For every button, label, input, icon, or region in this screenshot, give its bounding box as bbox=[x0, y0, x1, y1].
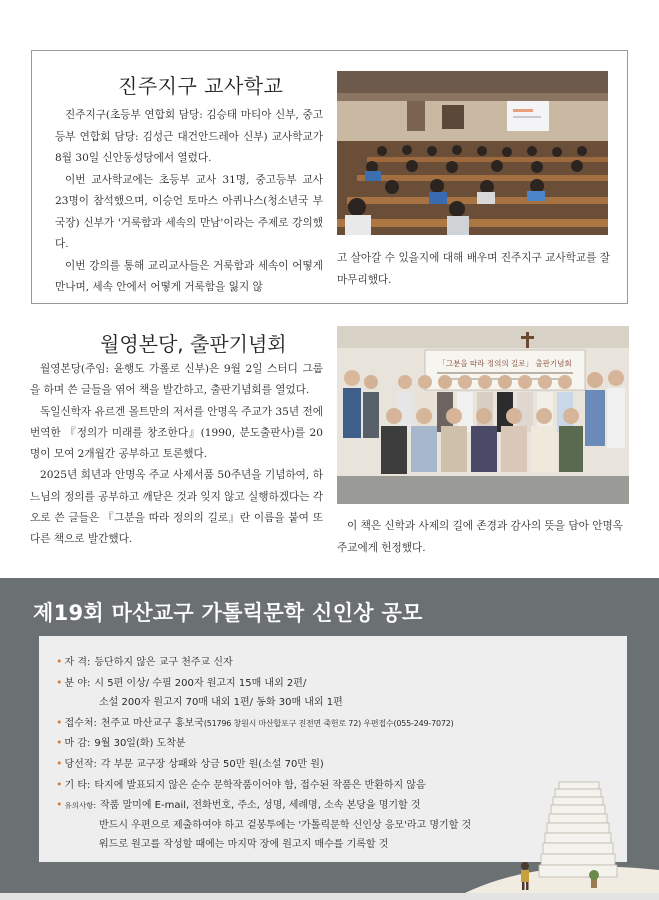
detail-category bbox=[56, 673, 616, 694]
detail-text: 워드로 원고를 작성할 때에는 마지막 장에 원고지 매수를 기록할 것 bbox=[99, 839, 389, 851]
bullet-icon: • bbox=[56, 798, 63, 812]
bullet-icon: • bbox=[56, 675, 63, 689]
detail-eligibility bbox=[56, 652, 616, 673]
paragraph: 월영본당(주임: 윤행도 가롤로 신부)은 9월 2일 스터디 그룹을 하며 쓴 글들을 엮어 책을 발간하고, 출판기념회를 열었다. bbox=[30, 363, 323, 397]
article-body bbox=[55, 105, 323, 299]
detail-text: 반드시 우편으로 제출하여야 하고 겉봉투에는 '가톨릭문학 신인상 응모'라고 명기할 것 bbox=[99, 819, 472, 831]
bullet-icon: • bbox=[56, 736, 63, 750]
detail-category-cont bbox=[56, 693, 616, 713]
detail-text: 등단하지 않은 교구 천주교 신자 bbox=[94, 657, 233, 668]
detail-label: 자 격: bbox=[64, 657, 91, 668]
lecture-photo bbox=[337, 71, 608, 235]
contest-title: 제19회 마산교구 가톨릭문학 신인상 공모 bbox=[33, 601, 423, 625]
detail-text: 타지에 발표되지 않은 순수 문학작품이어야 함, 접수된 작품은 반환하지 않음 bbox=[94, 779, 426, 791]
bullet-icon: • bbox=[56, 756, 63, 770]
paragraph: 진주지구(초등부 연합회 담당: 김승태 마티아 신부, 중고등부 연합회 담당: 김성근 대건안드레아 신부) 교사학교가 8월 30일 신안동성당에서 열렸다. bbox=[55, 109, 323, 164]
paragraph: 고 살아갈 수 있을지에 대해 배우며 진주지구 교사학교를 잘 마무리했다. bbox=[337, 252, 610, 286]
detail-deadline bbox=[56, 733, 616, 754]
detail-text: 천주교 마산교구 홍보국 bbox=[100, 717, 204, 729]
article-body-continued bbox=[337, 248, 610, 291]
bullet-icon: • bbox=[56, 655, 63, 668]
book-stack-illustration bbox=[455, 770, 659, 900]
detail-text: 작품 말미에 E-mail, 전화번호, 주소, 성명, 세례명, 소속 본당을 명기할 것 bbox=[100, 800, 421, 812]
paragraph: 2025년 희년과 안명옥 주교 사제서품 50주년을 기념하여, 하느님의 정의를 공부하고 깨닫은 것과 잊지 않고 실행하겠다는 각오로 쓴 글들은 『그분을 따라 정의의 길로』란 이름을 붙여 또 다른 책으로 발간했다. bbox=[30, 469, 324, 546]
paragraph: 이번 교사학교에는 초등부 교사 31명, 중고등부 교사 23명이 참석했으며, 이승언 토마스 아퀴나스(청소년국 부국장) 신부가 '거룩함과 세속의 만남'이라는 주제로 강의했다. bbox=[55, 173, 323, 250]
detail-label: 기 타: bbox=[64, 779, 91, 791]
detail-label: 당선작: bbox=[64, 758, 97, 770]
detail-text: 시 5편 이상/ 수필 200자 원고지 15매 내외 2편/ bbox=[94, 677, 307, 689]
detail-submission bbox=[56, 713, 616, 734]
paragraph: 독일신학자 유르겐 몰트만의 저서를 안명옥 주교가 35년 전에 번역한 『정의가 미래를 창조한다』(1990, 분도출판사)를 20명이 모여 2개월간 공부하고 토론했다. bbox=[30, 405, 323, 461]
detail-text: 각 부문 교구장 상패와 상금 50만 원(소설 70만 원) bbox=[100, 758, 324, 770]
detail-address: (51796 창원시 마산합포구 진전면 죽헌로 72) 우편접수(055-249-7072) bbox=[203, 718, 454, 728]
footer-strip bbox=[0, 893, 659, 900]
article-body-continued bbox=[337, 516, 629, 559]
detail-label: 마 감: bbox=[64, 738, 91, 750]
group-photo bbox=[337, 326, 629, 504]
detail-text: 9월 30일(화) 도착분 bbox=[94, 738, 186, 750]
article-title: 진주지구 교사학교 bbox=[118, 74, 284, 98]
detail-label: 유의사항: bbox=[64, 801, 97, 811]
paragraph: 이 책은 신학과 사제의 길에 존경과 감사의 뜻을 담아 안명옥 주교에게 헌정했다. bbox=[337, 520, 623, 554]
article-title: 월영본당, 출판기념회 bbox=[100, 332, 287, 356]
paragraph: 이번 강의를 통해 교리교사들은 거룩함과 세속이 어떻게 만나며, 세속 안에서 어떻게 거룩함을 잃지 않 bbox=[55, 259, 323, 293]
bullet-icon: • bbox=[56, 777, 63, 791]
detail-text: 소설 200자 원고지 70매 내외 1편/ 동화 30매 내외 1편 bbox=[99, 697, 343, 709]
article-body bbox=[30, 359, 323, 551]
bullet-icon: • bbox=[56, 715, 63, 729]
detail-label: 분 야: bbox=[64, 677, 91, 689]
banner-text: 「그분을 따라 정의의 길로」 출판기념회 bbox=[438, 359, 572, 368]
detail-label: 접수처: bbox=[64, 717, 97, 729]
